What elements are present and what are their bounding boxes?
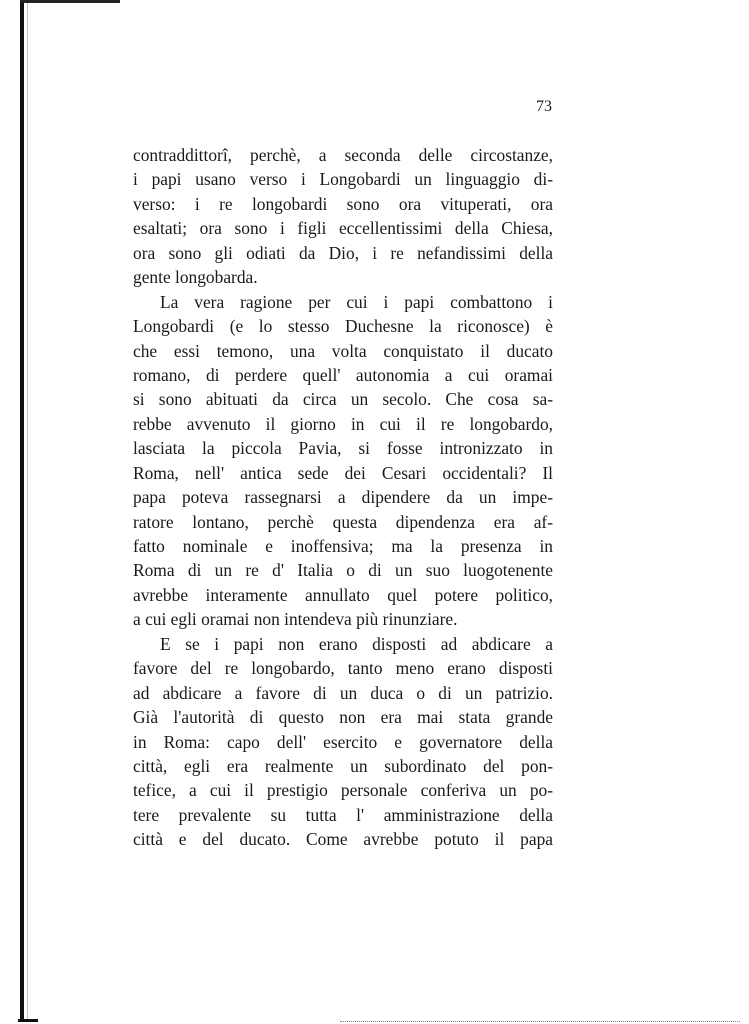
text-line: verso: i re longobardi sono ora vituperati, ora <box>133 193 553 214</box>
body-text <box>133 143 553 852</box>
text-line: Roma, nell' antica sede dei Cesari occidentali? Il <box>133 462 553 483</box>
text-line: lasciata la piccola Pavia, si fosse intronizzato in <box>133 438 553 459</box>
text-line: città, egli era realmente un subordinato del pon- <box>133 755 553 776</box>
scan-top-edge <box>20 0 120 3</box>
scan-binding-edge <box>20 0 24 1020</box>
scan-bottom-corner <box>18 1019 38 1022</box>
text-line: papa poteva rassegnarsi a dipendere da un impe- <box>133 487 553 508</box>
text-line: E se i papi non erano disposti ad abdicare a <box>160 633 553 654</box>
text-line: Roma di un re d' Italia o di un suo luogotenente <box>133 560 553 581</box>
page-number: 73 <box>536 98 552 115</box>
text-line: tere prevalente su tutta l' amministrazione della <box>133 804 553 825</box>
text-line: Già l'autorità di questo non era mai stata grande <box>133 707 553 728</box>
text-line: romano, di perdere quell' autonomia a cui oramai <box>133 364 553 385</box>
scan-binding-shadow <box>27 0 28 1020</box>
text-line: contraddittorî, perchè, a seconda delle circostanze, <box>133 145 553 165</box>
text-line: Longobardi (e lo stesso Duchesne la riconosce) è <box>133 316 553 337</box>
text-line: ratore lontano, perchè questa dipendenza era af- <box>133 511 553 532</box>
text-line: si sono abituati da circa un secolo. Che cosa sa- <box>133 389 553 410</box>
text-line: i papi usano verso i Longobardi un linguaggio di- <box>133 169 553 190</box>
text-line: che essi temono, una volta conquistato il ducato <box>133 340 553 361</box>
text-line: rebbe avvenuto il giorno in cui il re longobardo, <box>133 413 553 434</box>
paragraph <box>133 632 553 852</box>
text-line: La vera ragione per cui i papi combattono i <box>160 291 553 312</box>
text-line: avrebbe interamente annullato quel potere politico, <box>133 584 553 605</box>
text-line: città e del ducato. Come avrebbe potuto il papa <box>133 829 553 850</box>
text-line: favore del re longobardo, tanto meno erano disposti <box>133 658 553 679</box>
text-line: esaltati; ora sono i figli eccellentissimi della Chiesa, <box>133 218 553 239</box>
text-line: a cui egli oramai non intendeva più rinunziare. <box>133 609 458 630</box>
scan-bottom-edge <box>340 1021 740 1023</box>
text-line: ora sono gli odiati da Dio, i re nefandissimi della <box>133 242 553 263</box>
text-line: in Roma: capo dell' esercito e governatore della <box>133 731 553 752</box>
text-line: tefice, a cui il prestigio personale conferiva un po- <box>133 780 553 801</box>
paragraph <box>133 143 553 290</box>
text-line: fatto nominale e inoffensiva; ma la presenza in <box>133 536 553 556</box>
text-line: gente longobarda. <box>133 267 258 288</box>
text-line: ad abdicare a favore di un duca o di un patrizio. <box>133 682 553 703</box>
paragraph <box>133 290 553 632</box>
